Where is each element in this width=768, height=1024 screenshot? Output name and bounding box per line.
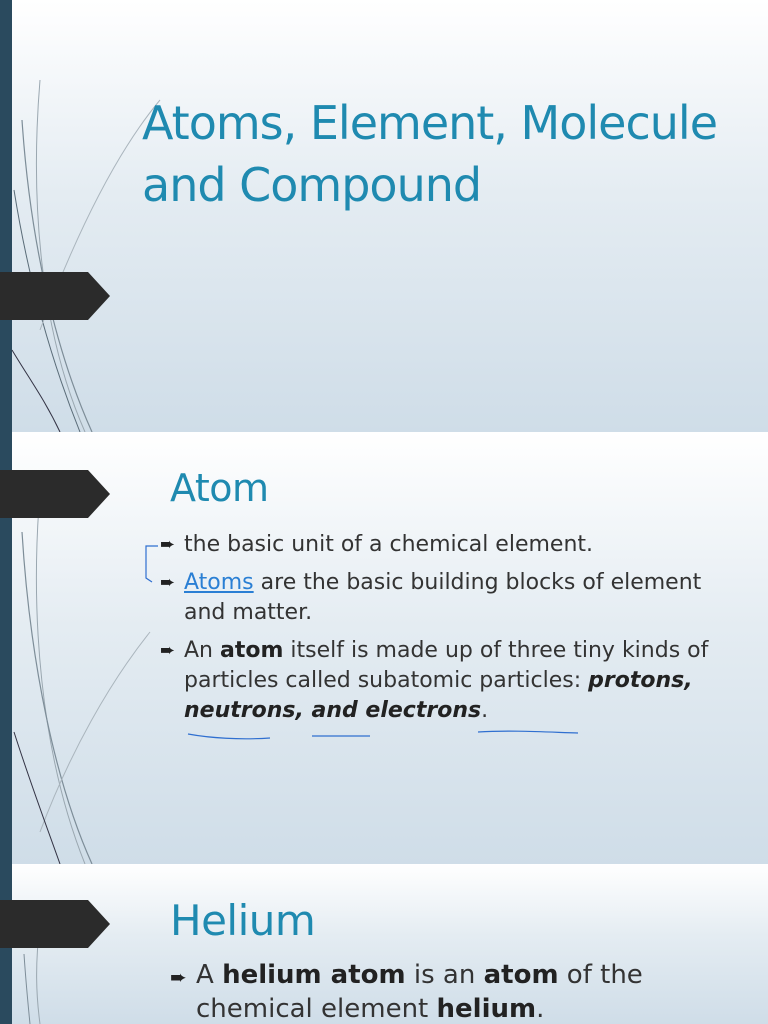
slide-left-bar	[0, 0, 12, 432]
bullet-item	[160, 636, 720, 726]
bullet-text: .	[536, 994, 545, 1024]
particles-text: protons, neutrons, and electrons	[184, 668, 693, 723]
bullet-text: of the chemical element	[196, 960, 643, 1024]
slide-title	[0, 0, 768, 432]
slide-title-text: Atoms, Element, Molecule and Compound	[142, 96, 717, 212]
arrow-bullet-icon: ➨	[160, 534, 176, 555]
bullet-text: .	[481, 698, 489, 723]
slide-tab-marker	[0, 272, 110, 320]
bullet-list	[170, 958, 730, 1024]
atoms-link[interactable]: Atoms	[184, 570, 254, 595]
slide-background	[0, 0, 768, 432]
slide-heading: Helium	[170, 896, 316, 945]
slide-atom	[0, 432, 768, 864]
bold-term: atom	[220, 638, 284, 663]
bullet-list	[160, 530, 720, 734]
bullet-text: are the basic building blocks of element and matter.	[184, 570, 702, 625]
slide-tab-marker	[0, 470, 110, 518]
bullet-text: itself is made up of three tiny kinds of particles called subatomic particles:	[184, 638, 709, 693]
bold-term: helium	[436, 994, 537, 1024]
bullet-text: A	[196, 960, 223, 990]
bold-term: atom	[483, 960, 559, 990]
slide-helium	[0, 864, 768, 1024]
slide-tab-marker	[0, 900, 110, 948]
bullet-text: the basic unit of a chemical element.	[184, 532, 594, 557]
bullet-text: is an	[405, 960, 484, 990]
bold-term: helium atom	[222, 960, 406, 990]
arrow-bullet-icon: ➨	[170, 965, 187, 989]
bullet-item	[170, 958, 730, 1024]
slide-heading: Atom	[170, 466, 269, 510]
arrow-bullet-icon: ➨	[160, 640, 176, 661]
bullet-item	[160, 568, 720, 628]
bullet-item	[160, 530, 720, 560]
arrow-bullet-icon: ➨	[160, 572, 176, 593]
bullet-text: An	[184, 638, 220, 663]
